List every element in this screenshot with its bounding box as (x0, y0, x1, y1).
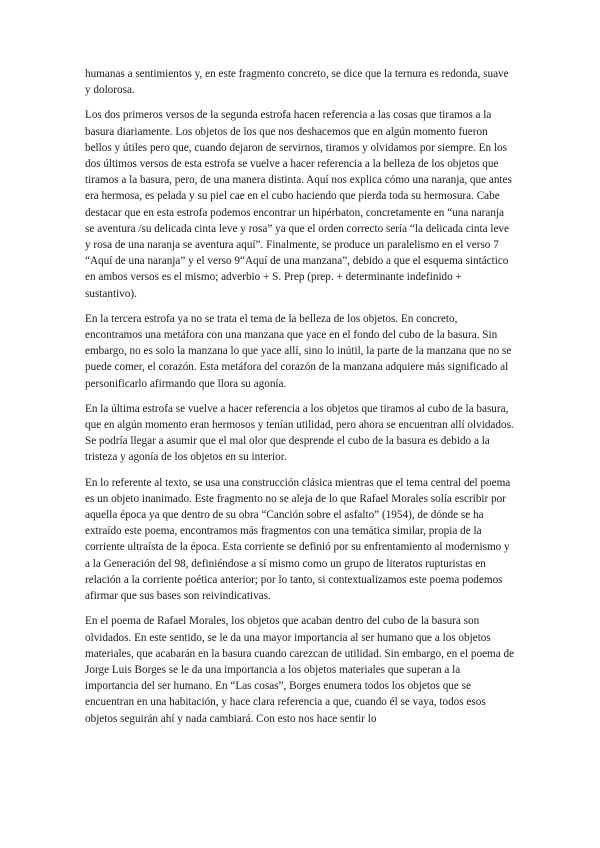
paragraph-2: Los dos primeros versos de la segunda estrofa hacen referencia a las cosas que tiramos a la basura diariamente. Los objetos de los que nos deshacemos que en algún momento fueron bellos y útiles pero que, cuando dejaron de servirnos, tiramos y olvidamos por siempre. En los dos últimos versos de esta estrofa se vuelve a hacer referencia a la belleza de los objetos que tiramos a la basura, pero, de una manera distinta. Aquí nos explica cómo una naranja, que antes era hermosa, es pelada y su piel cae en el cubo haciendo que pierda toda su hermosura. Cabe destacar que en esta estrofa podemos encontrar un hipérbaton, concretamente en “una naranja se aventura /su delicada cinta leve y rosa” ya que el orden correcto sería “la delicada cinta leve y rosa de una naranja se aventura aquí”. Finalmente, se produce un paralelismo en el verso 7 “Aquí de una naranja” y el verso 9“Aquí de una manzana”, debido a que el esquema sintáctico en ambos versos es el mismo; adverbio + S. Prep (prep. + determinante indefinido + sustantivo). (85, 109, 512, 300)
paragraph-3: En la tercera estrofa ya no se trata el tema de la belleza de los objetos. En concreto, encontramos una metáfora con una manzana que yace en el fondo del cubo de la basura. Sin embargo, no es solo la manzana lo que yace allí, sino lo inútil, la parte de la manzana que no se puede comer, el corazón. Esta metáfora del corazón de la manzana adquiere más significado al personificarlo afirmando que llora su agonía. (85, 312, 512, 390)
paragraph-6: En el poema de Rafael Morales, los objetos que acaban dentro del cubo de la basura son olvidados. En este sentido, se le da una mayor importancia al ser humano que a los objetos materiales, que acabarán en la basura cuando carezcan de utilidad. Sin embargo, en el poema de Jorge Luis Borges se le da una importancia a los objetos materiales que superan a la importancia del ser humano. En “Las cosas”, Borges enumera todos los objetos que se encuentran en una habitación, y hace clara referencia a que, cuando él se vaya, todos esos objetos seguirán ahí y nada cambiará. Con esto nos hace sentir lo (85, 615, 515, 725)
paragraph-5: En lo referente al texto, se usa una construcción clásica mientras que el tema central del poema es un objeto inanimado. Este fragmento no se aleja de lo que Rafael Morales solía escribir por aquella época ya que dentro de su obra “Canción sobre el asfalto” (1954), de dónde se ha extraído este poema, encontramos más fragmentos con una temática similar, propia de la corriente ultraísta de la época. Esta corriente se definió por su enfrentamiento al modernismo y a la Generación del 98, definiéndose a sí mismo como un grupo de literatos rupturistas en relación a la corriente poética anterior; por lo tanto, si contextualizamos este poema podemos afirmar que sus bases son reivindicativas. (85, 476, 511, 603)
body-text (85, 66, 515, 736)
paragraph-1: humanas a sentimientos y, en este fragmento concreto, se dice que la ternura es redonda, suave y dolorosa. (85, 68, 509, 97)
paragraph-4: En la última estrofa se vuelve a hacer referencia a los objetos que tiramos al cubo de la basura, que en algún momento eran hermosos y tenían utilidad, pero ahora se encuentran allí olvidados. Se podría llegar a asumir que el mal olor que desprende el cubo de la basura es debido a la tristeza y agonía de los objetos en su interior. (85, 402, 514, 464)
